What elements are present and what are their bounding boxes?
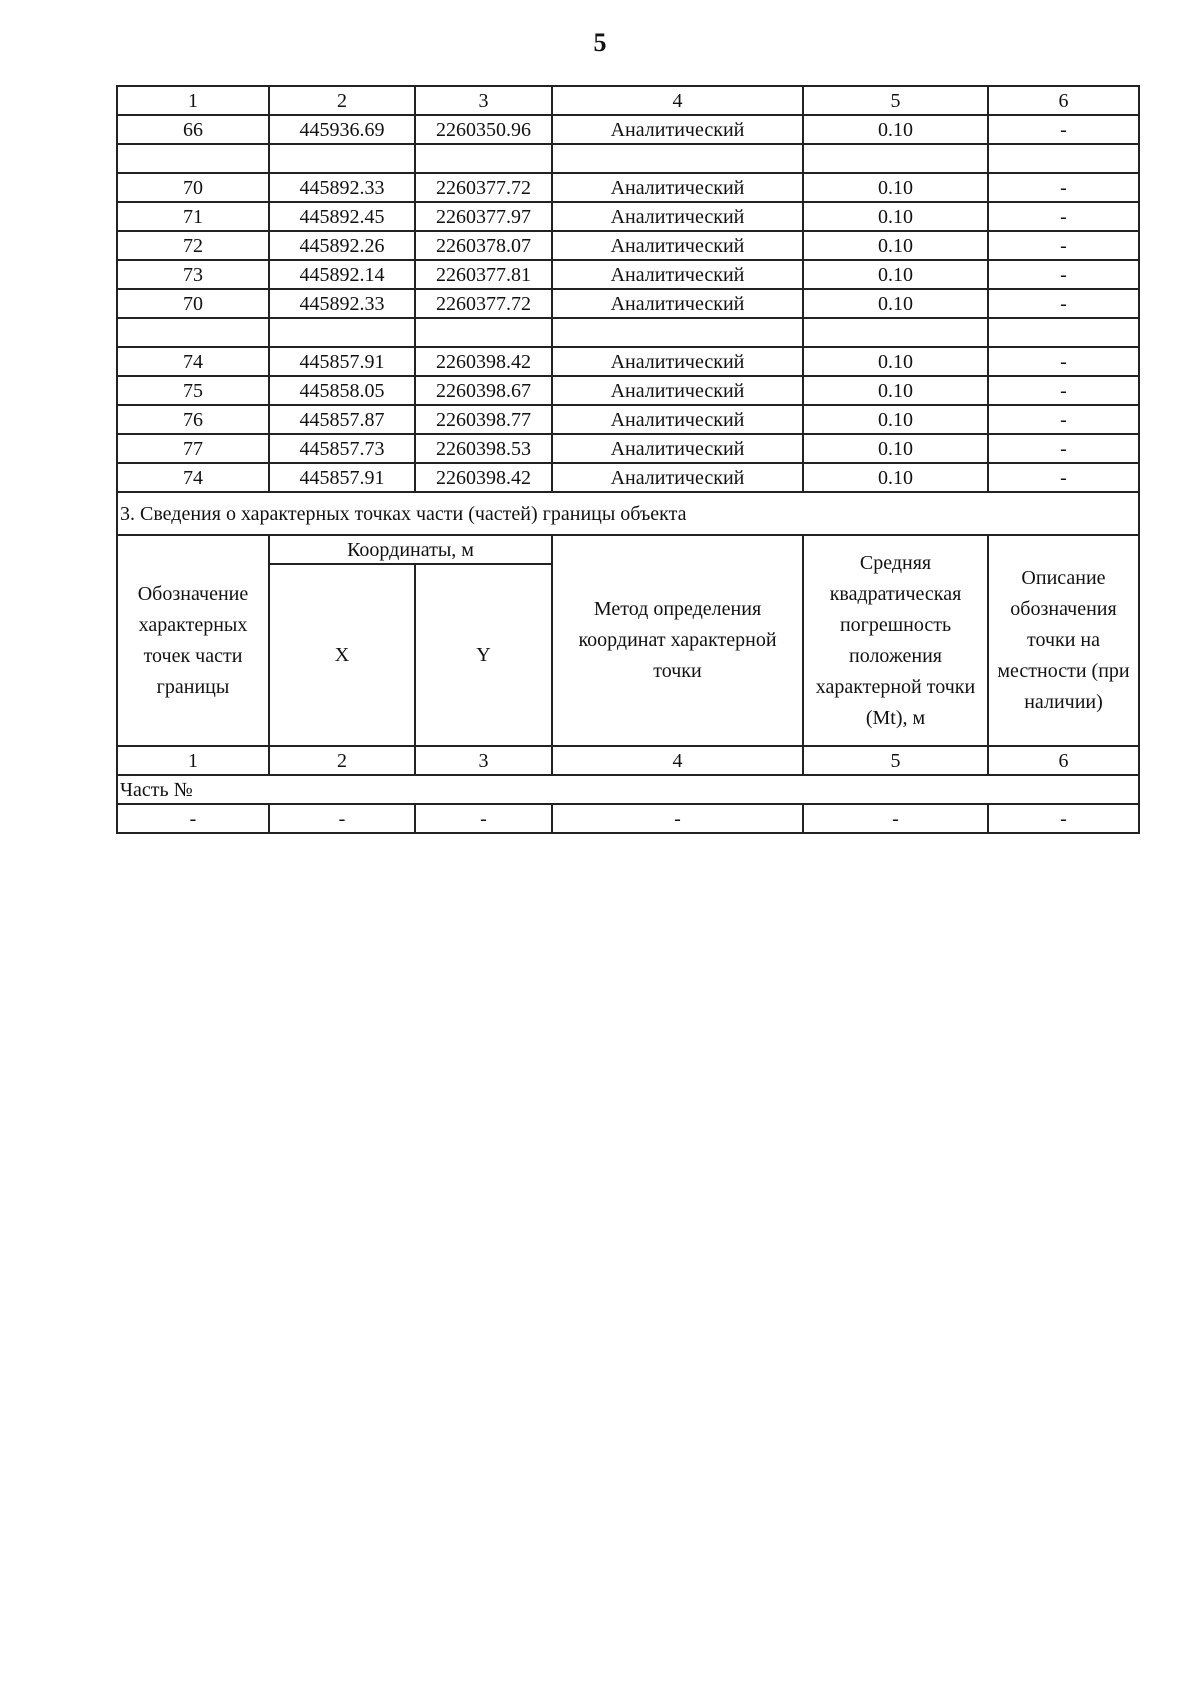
empty-cell (988, 318, 1139, 347)
column-number: 6 (988, 746, 1139, 775)
error: 0.10 (803, 347, 988, 376)
point-number: 66 (117, 115, 269, 144)
coord-x: 445936.69 (269, 115, 415, 144)
empty-cell (117, 318, 269, 347)
column-number-row (117, 86, 1139, 115)
table-row (117, 347, 1139, 376)
method: Аналитический (552, 376, 803, 405)
empty-cell: - (117, 804, 269, 833)
column-number: 3 (415, 746, 552, 775)
table-row (117, 260, 1139, 289)
point-number: 70 (117, 289, 269, 318)
coord-y: 2260350.96 (415, 115, 552, 144)
coord-y: 2260377.97 (415, 202, 552, 231)
table-row (117, 289, 1139, 318)
section-title-row (117, 492, 1139, 535)
table-row (117, 202, 1139, 231)
table-row (117, 231, 1139, 260)
coord-x: 445857.73 (269, 434, 415, 463)
empty-cell: - (415, 804, 552, 833)
coord-y: 2260398.53 (415, 434, 552, 463)
method: Аналитический (552, 463, 803, 492)
error: 0.10 (803, 289, 988, 318)
empty-cell (552, 318, 803, 347)
method: Аналитический (552, 173, 803, 202)
empty-cell: - (269, 804, 415, 833)
header-y: Y (415, 564, 552, 746)
coord-y: 2260378.07 (415, 231, 552, 260)
column-number: 1 (117, 86, 269, 115)
point-number: 77 (117, 434, 269, 463)
header-description: Описание обозначения точки на местности (при наличии) (988, 535, 1139, 746)
part-label-row (117, 775, 1139, 804)
column-number: 5 (803, 86, 988, 115)
point-number: 75 (117, 376, 269, 405)
empty-cell: - (803, 804, 988, 833)
description: - (988, 115, 1139, 144)
section-title: 3. Сведения о характерных точках части (частей) границы объекта (117, 492, 1139, 535)
column-number: 2 (269, 86, 415, 115)
empty-cell (415, 144, 552, 173)
coord-y: 2260398.42 (415, 463, 552, 492)
header-x: X (269, 564, 415, 746)
description: - (988, 231, 1139, 260)
empty-cell: - (552, 804, 803, 833)
separator-row (117, 318, 1139, 347)
column-number: 1 (117, 746, 269, 775)
error: 0.10 (803, 231, 988, 260)
table-row (117, 463, 1139, 492)
separator-row (117, 144, 1139, 173)
coord-y: 2260377.72 (415, 173, 552, 202)
empty-cell (552, 144, 803, 173)
section3-column-number-row (117, 746, 1139, 775)
empty-cell (415, 318, 552, 347)
error: 0.10 (803, 260, 988, 289)
coord-x: 445892.33 (269, 289, 415, 318)
error: 0.10 (803, 463, 988, 492)
description: - (988, 289, 1139, 318)
error: 0.10 (803, 405, 988, 434)
point-number: 72 (117, 231, 269, 260)
description: - (988, 347, 1139, 376)
coord-x: 445892.26 (269, 231, 415, 260)
point-number: 70 (117, 173, 269, 202)
coord-x: 445857.87 (269, 405, 415, 434)
empty-cell (269, 318, 415, 347)
point-number: 71 (117, 202, 269, 231)
error: 0.10 (803, 202, 988, 231)
description: - (988, 202, 1139, 231)
column-number: 4 (552, 746, 803, 775)
point-number: 73 (117, 260, 269, 289)
empty-cell (117, 144, 269, 173)
part-empty-row (117, 804, 1139, 833)
coord-x: 445892.14 (269, 260, 415, 289)
table-row (117, 173, 1139, 202)
empty-cell (803, 144, 988, 173)
column-number: 5 (803, 746, 988, 775)
header-coordinates: Координаты, м (269, 535, 552, 564)
coord-y: 2260398.67 (415, 376, 552, 405)
point-number: 74 (117, 347, 269, 376)
column-number: 6 (988, 86, 1139, 115)
description: - (988, 405, 1139, 434)
table-row (117, 434, 1139, 463)
table-row (117, 376, 1139, 405)
column-number: 4 (552, 86, 803, 115)
description: - (988, 376, 1139, 405)
table-row (117, 405, 1139, 434)
coord-x: 445858.05 (269, 376, 415, 405)
method: Аналитический (552, 289, 803, 318)
empty-cell (803, 318, 988, 347)
description: - (988, 173, 1139, 202)
method: Аналитический (552, 434, 803, 463)
error: 0.10 (803, 434, 988, 463)
coord-x: 445857.91 (269, 463, 415, 492)
page-number: 5 (593, 28, 607, 57)
coord-x: 445892.45 (269, 202, 415, 231)
method: Аналитический (552, 202, 803, 231)
column-number: 2 (269, 746, 415, 775)
empty-cell: - (988, 804, 1139, 833)
description: - (988, 260, 1139, 289)
error: 0.10 (803, 115, 988, 144)
header-method: Метод определения координат характерной точки (552, 535, 803, 746)
point-number: 76 (117, 405, 269, 434)
coordinates-table (116, 85, 1140, 834)
table-row (117, 115, 1139, 144)
empty-cell (269, 144, 415, 173)
coord-y: 2260377.72 (415, 289, 552, 318)
empty-cell (988, 144, 1139, 173)
point-number: 74 (117, 463, 269, 492)
header-row (117, 535, 1139, 564)
description: - (988, 434, 1139, 463)
coord-y: 2260377.81 (415, 260, 552, 289)
header-point-designation: Обозначение характерных точек части границы (117, 535, 269, 746)
method: Аналитический (552, 231, 803, 260)
error: 0.10 (803, 173, 988, 202)
header-error: Средняя квадратическая погрешность положения характерной точки (Mt), м (803, 535, 988, 746)
coord-x: 445857.91 (269, 347, 415, 376)
coord-y: 2260398.77 (415, 405, 552, 434)
column-number: 3 (415, 86, 552, 115)
error: 0.10 (803, 376, 988, 405)
method: Аналитический (552, 260, 803, 289)
coord-y: 2260398.42 (415, 347, 552, 376)
coord-x: 445892.33 (269, 173, 415, 202)
description: - (988, 463, 1139, 492)
method: Аналитический (552, 405, 803, 434)
method: Аналитический (552, 347, 803, 376)
part-label: Часть № (117, 775, 1139, 804)
method: Аналитический (552, 115, 803, 144)
